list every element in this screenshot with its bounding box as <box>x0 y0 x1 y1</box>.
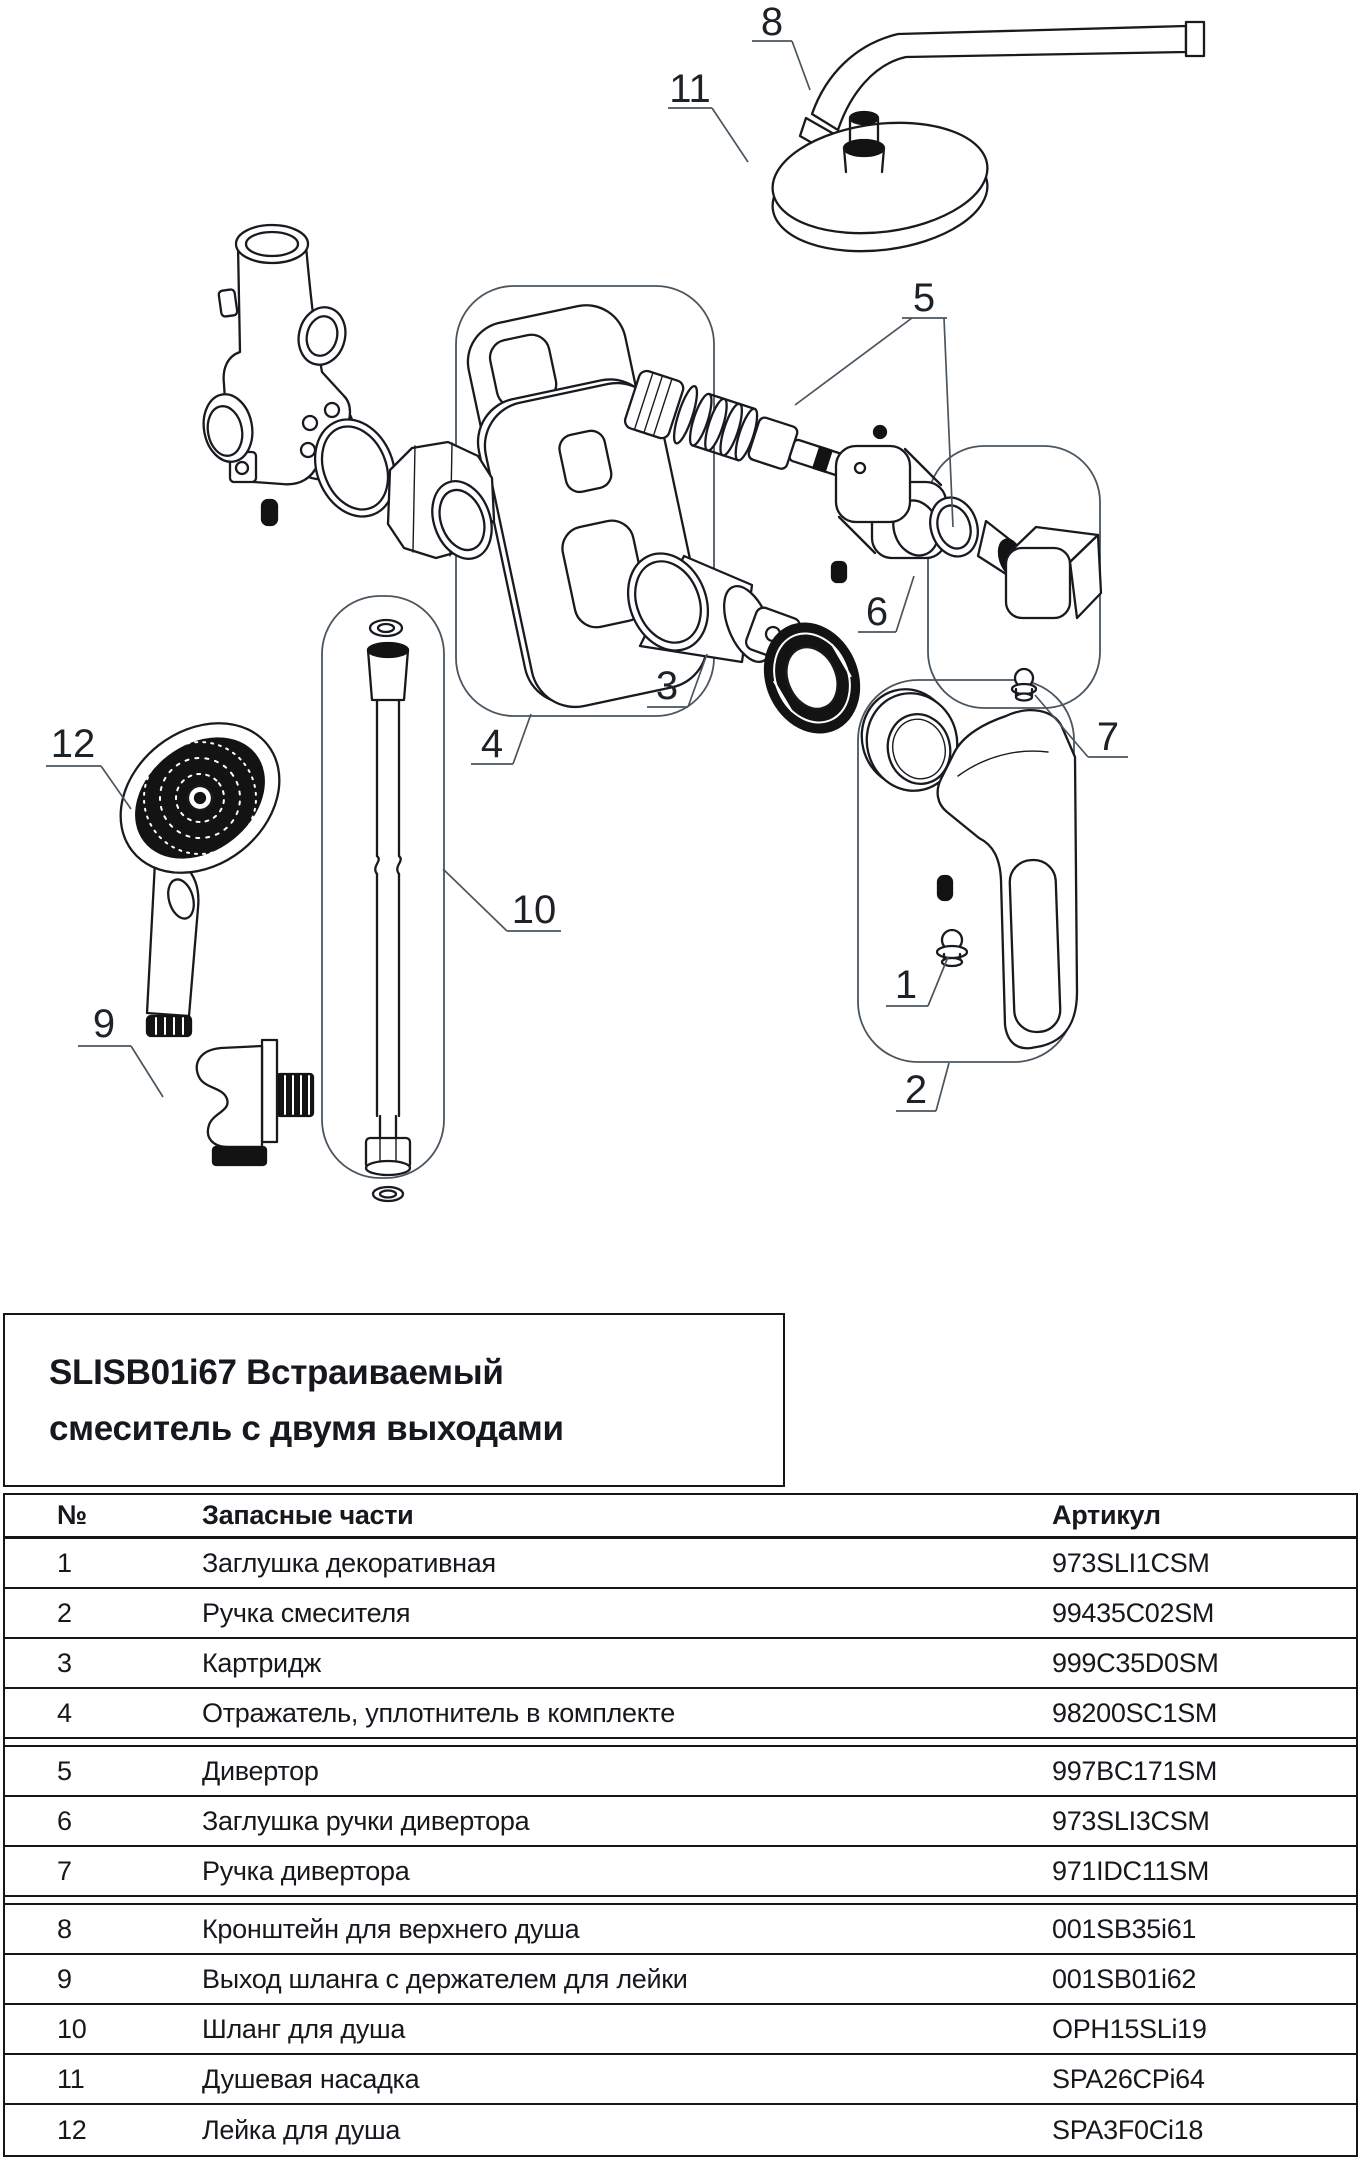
flange-hole <box>325 403 339 417</box>
callout-10-label: 10 <box>511 888 557 932</box>
table-group-divider <box>5 1739 1356 1747</box>
callout-4 <box>471 714 531 766</box>
product-title-line1: SLISB01i67 Встраиваемый <box>49 1353 504 1392</box>
valve-bracket-hole <box>236 462 248 474</box>
table-row: 7 Ручка дивертора 971IDC11SM <box>5 1847 1356 1897</box>
sleeve-hole <box>855 463 865 473</box>
product-title-line2: смеситель с двумя выходами <box>49 1409 564 1448</box>
outlet-flange-plate <box>262 1040 277 1142</box>
table-row: 12 Лейка для душа SPA3F0Ci18 <box>57 2114 1204 2145</box>
callout-7-label: 7 <box>1096 715 1120 759</box>
table-row: 11 Душевая насадка SPA26CPi64 <box>5 2055 1356 2105</box>
callout-2-label: 2 <box>904 1068 928 1112</box>
arm-wall-end <box>1186 22 1204 56</box>
table-row: 8 Кронштейн для верхнего душа 001SB35i61 <box>5 1905 1356 1955</box>
hose-gasket-top <box>370 620 402 636</box>
flange-hole <box>301 443 315 457</box>
spare-parts-table <box>3 1493 1358 2157</box>
callout-2 <box>896 1063 949 1112</box>
divertor-handle <box>1006 527 1101 618</box>
callout-5-label: 5 <box>912 276 936 320</box>
divertor-handle-screw <box>1012 669 1036 701</box>
table-row: 10 Шланг для душа OPH15SLi19 <box>5 2005 1356 2055</box>
callout-11 <box>668 67 748 162</box>
header-num: № <box>57 1500 87 1530</box>
table-row: 5 Дивертор 997BC171SM <box>5 1747 1356 1797</box>
callout-8 <box>752 0 810 90</box>
valve-tab <box>218 289 237 317</box>
table-row: 2 Ручка смесителя 99435C02SM <box>5 1589 1356 1639</box>
callout-10 <box>443 869 561 932</box>
mixer-handle-lever <box>938 710 1077 1048</box>
shower-hose <box>366 620 410 1201</box>
table-group-divider <box>5 1897 1356 1905</box>
valve-top-opening-inner <box>246 232 298 256</box>
callout-4-label: 4 <box>480 722 504 766</box>
head-nipple-band <box>844 140 884 156</box>
callout-1 <box>886 957 948 1007</box>
callout-6 <box>858 576 914 634</box>
hand-shower-connector <box>147 1016 191 1036</box>
callout-9-label: 9 <box>92 1002 116 1046</box>
table-row: 9 Выход шланга с держателем для лейки 001SB01i62 <box>5 1955 1356 2005</box>
hand-shower <box>91 692 309 1036</box>
callout-12-label: 12 <box>50 722 96 766</box>
decorative-cap <box>937 930 967 966</box>
handle-set-screw <box>938 876 952 900</box>
callout-11-label: 11 <box>669 67 711 111</box>
header-article: Артикул <box>1052 1500 1161 1530</box>
table-row: 6 Заглушка ручки дивертора 973SLI3CSM <box>5 1797 1356 1847</box>
parts <box>91 22 1204 1201</box>
table-row: 3 Картридж 999C35D0SM <box>5 1639 1356 1689</box>
wall-outlet-holder <box>197 1040 313 1165</box>
header-part: Запасные части <box>202 1500 414 1530</box>
callout-12 <box>46 722 131 809</box>
divertor-pin <box>874 426 886 438</box>
callout-3-label: 3 <box>655 664 679 708</box>
holder-band <box>213 1147 266 1165</box>
valve-set-screw <box>262 500 277 525</box>
hose-gasket-bottom <box>373 1187 403 1201</box>
holder-bracket <box>197 1046 262 1147</box>
table-row: 1 Заглушка декоративная 973SLI1CSM <box>5 1539 1356 1589</box>
flange-hole <box>303 416 317 430</box>
callout-1-label: 1 <box>894 963 918 1007</box>
sleeve-set-screw <box>832 562 846 582</box>
handle-slot <box>1009 859 1061 1033</box>
head-nipple-top <box>850 112 878 124</box>
callout-8-label: 8 <box>760 0 784 44</box>
outlet-thread <box>277 1074 313 1116</box>
table-header-row <box>5 1495 1356 1539</box>
table-row: 4 Отражатель, уплотнитель в комплекте 98200SC1SM <box>5 1689 1356 1739</box>
product-title-box <box>3 1313 785 1487</box>
callout-6-label: 6 <box>865 590 889 634</box>
